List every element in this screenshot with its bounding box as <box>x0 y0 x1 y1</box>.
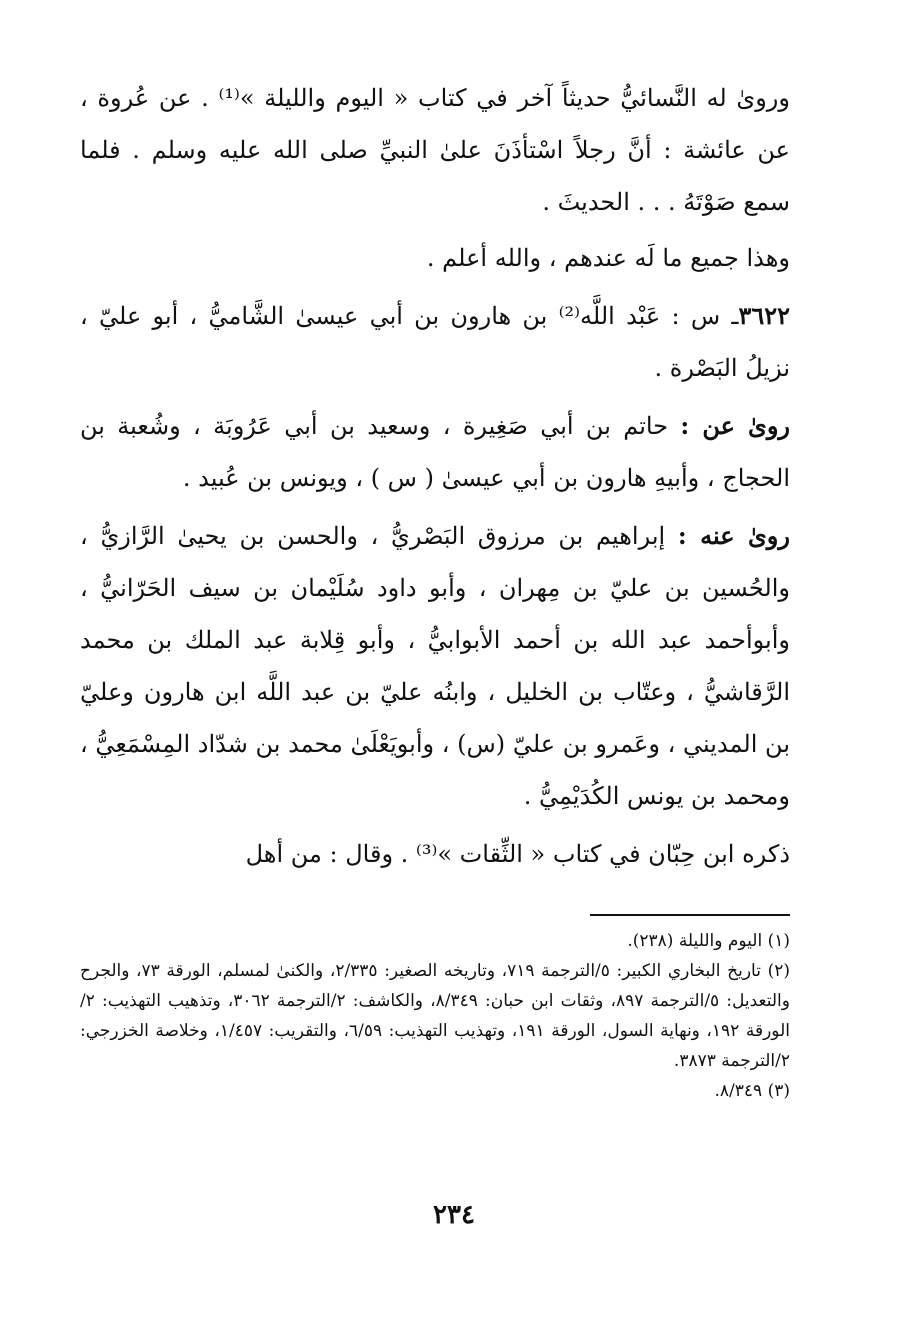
footnotes <box>80 926 790 1106</box>
paragraph-closing: وهذا جميع ما لَه عندهم ، والله أعلم . <box>426 244 790 272</box>
paragraph-ibn-hibban: ذكره ابن حِبّان في كتاب « الثِّقات »⁽³⁾ . وقال : من أهل <box>245 840 790 868</box>
paragraph-nasai-hadith: ورویٰ له النَّسائيُّ حديثاً آخر في كتاب « اليوم والليلة »⁽¹⁾ . عن عُروة ، عن عائشة : أنَّ رجلاً اسْتأذَنَ علىٰ النبيِّ صلى الله عليه وسلم . فلما سمع صَوْتَهُ . . . الحديثَ . <box>80 84 790 216</box>
footnote-2: (٢) تاريخ البخاري الكبير: ٥/الترجمة ٧١٩، وتاريخه الصغير: ٢/٣٣٥، والكنىٰ لمسلم، الورقة ٧٣، والجرح والتعديل: ٥/الترجمة ٨٩٧، وثقات ابن حبان: ٨/٣٤٩، والكاشف: ٢/الترجمة ٣٠٦٢، وتذهيب التهذيب: ٢/الورقة ١٩٢، ونهاية السول، الورقة ١٩١، وتهذيب التهذيب: ٦/٥٩، والتقريب: ١/٤٥٧، وخلاصة الخزرجي: ٢/الترجمة ٣٨٧٣. <box>80 961 790 1071</box>
footnote-1: (١) اليوم والليلة (٢٣٨). <box>627 931 790 951</box>
paragraph-narrated-by <box>80 510 790 822</box>
narrated-from-text: حاتم بن أبي صَغِيرة ، وسعيد بن أبي عَرُوبَة ، وشُعبة بن الحجاج ، وأبيهِ هارون بن أبي عيسىٰ ( س ) ، ويونس بن عُبيد . <box>80 412 790 492</box>
main-text <box>80 72 790 884</box>
entry-number: ٣٦٢٢ <box>738 301 790 330</box>
footnote-3: (٣) ٨/٣٤٩. <box>714 1081 790 1101</box>
paragraph-narrated-from <box>80 400 790 504</box>
footnote-divider <box>590 914 790 916</box>
narrated-from-label: رویٰ عن : <box>680 411 791 440</box>
entry-heading <box>80 290 790 394</box>
page-number: ٢٣٤ <box>433 1200 475 1230</box>
narrated-by-text: إبراهيم بن مرزوق البَصْريُّ ، والحسن بن يحيىٰ الرَّازيُّ ، والحُسين بن عليّ بن مِهران ، وأبو داود سُلَيْمان بن سيف الحَرّانيُّ ، وأبوأحمد عبد الله بن أحمد الأبوابيُّ ، وأبو قِلابة عبد الملك بن محمد الرَّقاشيُّ ، وعتّاب بن الخليل ، وابنُه عليّ بن عبد اللَّه ابن هارون وعليّ بن المديني ، وعَمرو بن عليّ (س) ، وأبويَعْلَىٰ محمد بن شدّاد المِسْمَعِيُّ ، ومحمد بن يونس الكُدَيْمِيُّ . <box>80 522 790 810</box>
entry-title: ـ س : عَبْد اللَّه⁽²⁾ بن هارون بن أبي عيسىٰ الشَّاميُّ ، أبو عليّ ، نزيلُ البَصْرة . <box>80 302 790 382</box>
narrated-by-label: رویٰ عنه : <box>677 521 790 550</box>
